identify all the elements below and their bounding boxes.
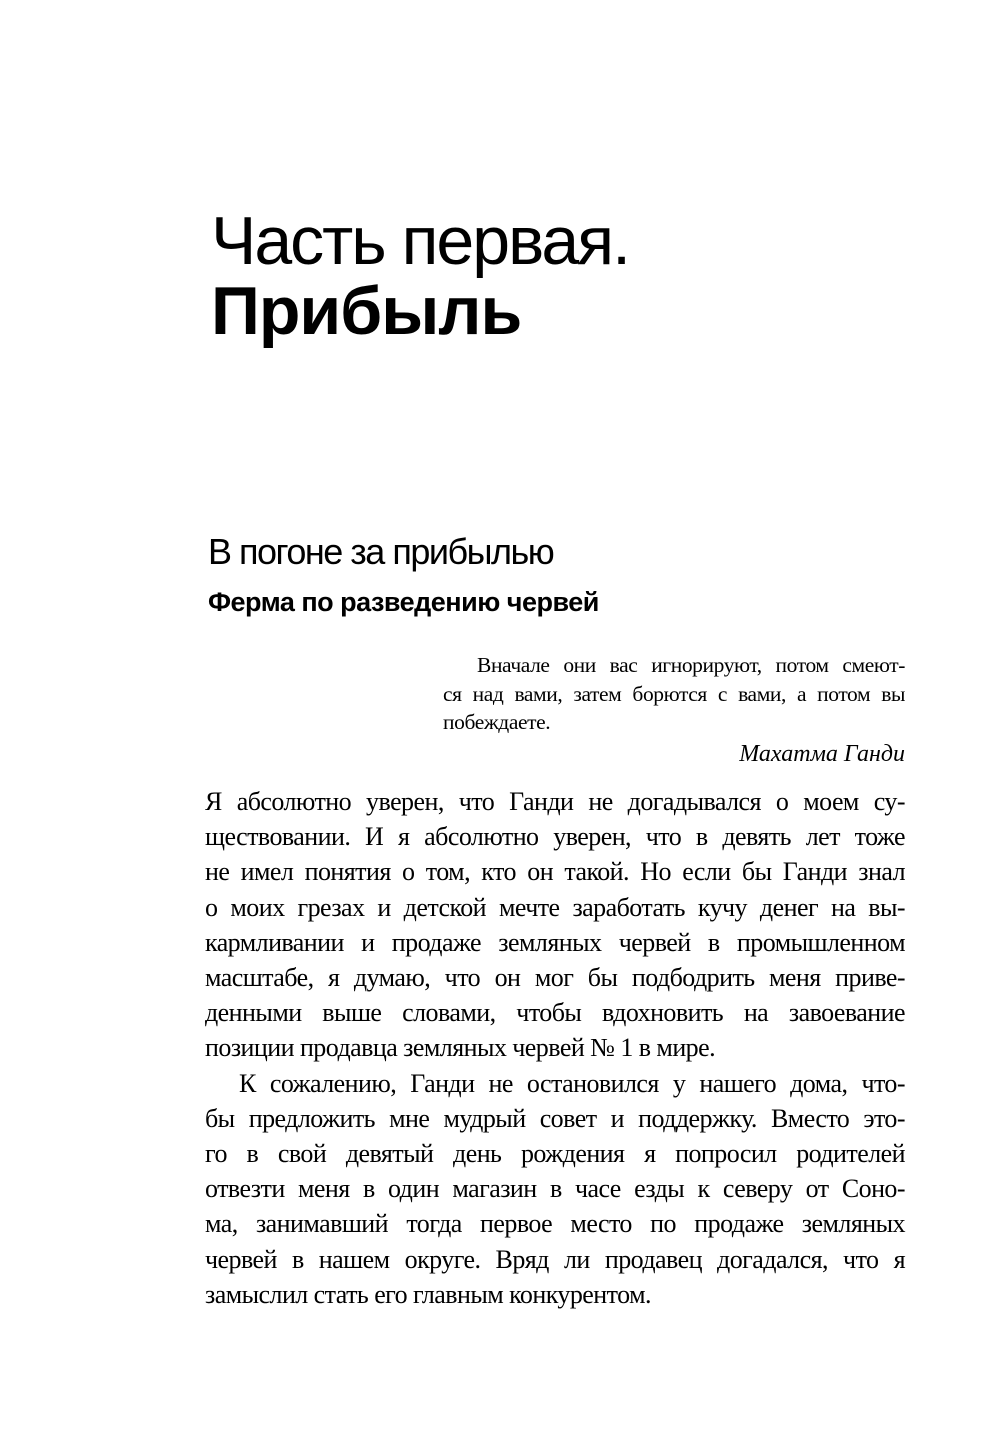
text-line: ществовании. И я абсолютно уверен, что в девять лет тоже [205, 822, 905, 852]
paragraph [205, 1066, 905, 1312]
chapter-title: В погоне за прибылью [208, 531, 554, 572]
body-text [205, 784, 905, 1312]
part-kicker: Часть первая. [211, 203, 629, 279]
epigraph-line: Вначале они вас игнорируют, потом смеют- [477, 653, 905, 677]
text-line: ма, занимавший тогда первое место по продаже земляных [205, 1209, 905, 1239]
text-line: кармливании и продаже земляных червей в промышленном [205, 927, 905, 957]
text-line: Я абсолютно уверен, что Ганди не догадывался о моем су- [205, 787, 905, 816]
chapter-subtitle: Ферма по разведению червей [208, 587, 599, 617]
epigraph-line: побеждаете. [443, 710, 551, 734]
text-line: позиции продавца земляных червей № 1 в мире. [205, 1033, 716, 1063]
text-line: го в свой девятый день рождения я попросил родителей [205, 1139, 905, 1169]
part-title: Прибыль [211, 273, 522, 349]
text-line: замыслил стать его главным конкурентом. [205, 1279, 651, 1309]
text-line: масштабе, я думаю, что он мог бы подбодрить меня приве- [205, 963, 905, 993]
text-line: денными выше словами, чтобы вдохновить на завоевание [205, 998, 905, 1028]
epigraph-line: ся над вами, затем борются с вами, а потом вы [443, 681, 905, 706]
text-line: К сожалению, Ганди не остановился у нашего дома, что- [239, 1068, 905, 1098]
epigraph-attribution: Махатма Ганди [739, 741, 905, 767]
text-line: червей в нашем округе. Вряд ли продавец догадался, что я [205, 1244, 905, 1274]
text-line: не имел понятия о том, кто он такой. Но если бы Ганди знал [205, 857, 905, 887]
epigraph [443, 651, 905, 737]
text-line: бы предложить мне мудрый совет и поддержку. Вместо это- [205, 1103, 905, 1133]
paragraph [205, 784, 905, 1066]
text-line: отвезти меня в один магазин в часе езды к северу от Соно- [205, 1174, 905, 1204]
text-line: о моих грезах и детской мечте заработать кучу денег на вы- [205, 892, 905, 922]
